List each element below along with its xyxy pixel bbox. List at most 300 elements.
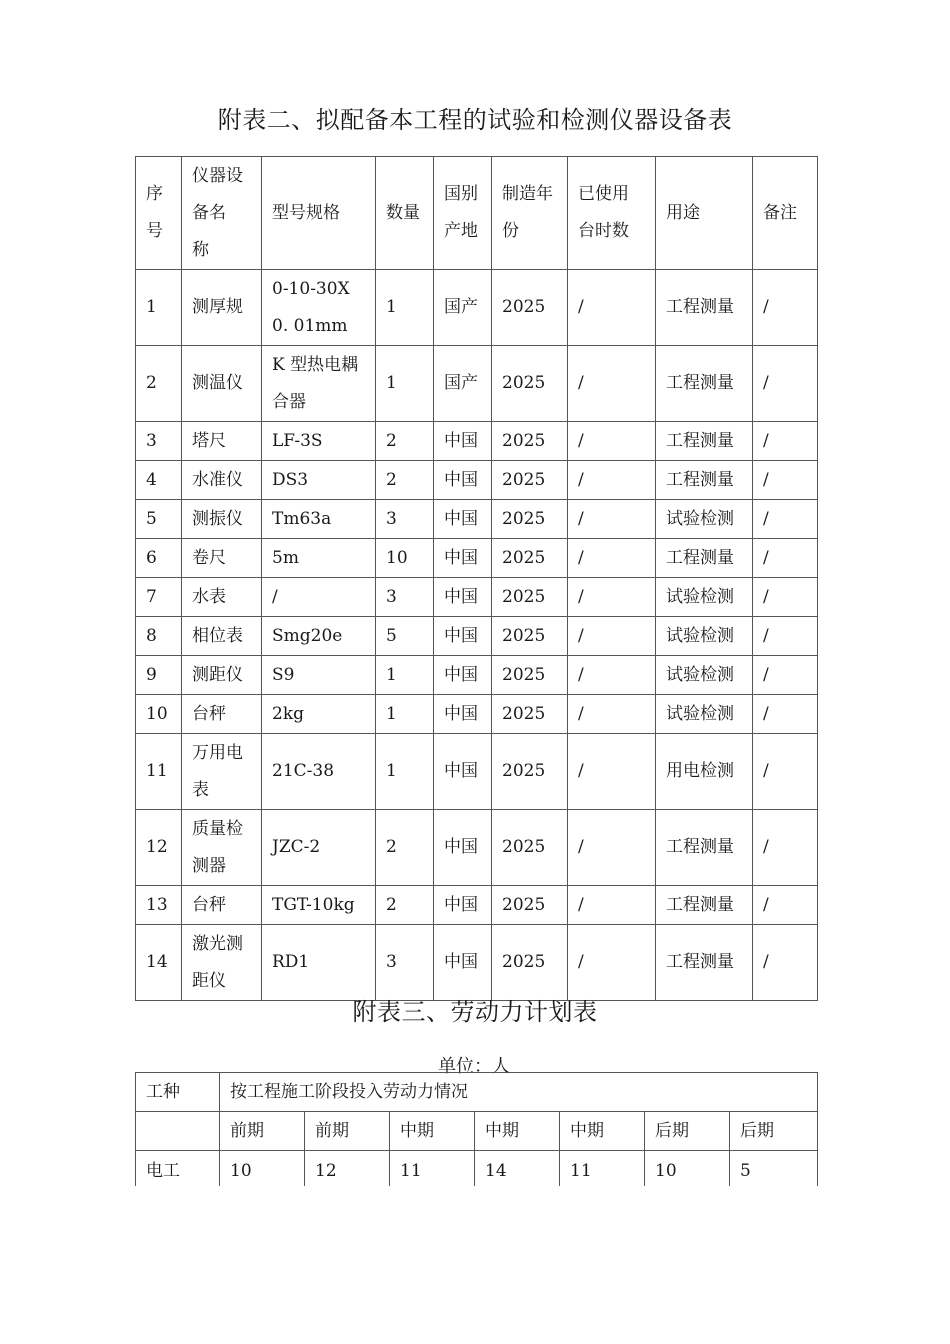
header-index-text: 号 xyxy=(146,221,163,241)
header-year xyxy=(492,157,568,270)
cell-year xyxy=(492,925,568,1001)
cell-hours-text: / xyxy=(578,586,584,607)
cell-qty-text: 2 xyxy=(386,469,397,490)
cell-year-text: 2025 xyxy=(502,894,546,915)
cell-index-text: 12 xyxy=(146,837,168,857)
cell-hours xyxy=(568,810,656,886)
header-use xyxy=(656,157,753,270)
cell-model-text: 2kg xyxy=(272,703,304,724)
cell-qty xyxy=(376,695,434,734)
phase-header xyxy=(220,1112,305,1151)
cell-index xyxy=(136,886,182,925)
cell-origin-text: 国产 xyxy=(444,373,478,393)
cell-name-text: 塔尺 xyxy=(192,430,226,451)
cell-model-text: DS3 xyxy=(272,469,309,490)
cell-use-text: 试验检测 xyxy=(666,664,734,685)
cell-use xyxy=(656,617,753,656)
header-stage-span xyxy=(220,1073,818,1112)
cell-origin-text: 中国 xyxy=(444,894,478,915)
cell-note xyxy=(753,810,818,886)
cell-model-text: RD1 xyxy=(272,952,310,972)
cell-model xyxy=(262,422,376,461)
cell-year xyxy=(492,578,568,617)
cell-count-text: 12 xyxy=(315,1161,337,1181)
cell-model xyxy=(262,270,376,346)
cell-name-text: 卷尺 xyxy=(192,547,226,568)
cell-model xyxy=(262,500,376,539)
cell-index-text: 10 xyxy=(146,703,168,724)
cell-name-text: 万用电 xyxy=(192,742,243,763)
cell-qty xyxy=(376,346,434,422)
cell-year xyxy=(492,539,568,578)
cell-hours-text: / xyxy=(578,625,584,646)
cell-origin-text: 中国 xyxy=(444,586,478,607)
phase-header xyxy=(560,1112,645,1151)
header-model-text: 型号规格 xyxy=(272,202,340,223)
header-year-text: 份 xyxy=(502,221,519,241)
cell-name xyxy=(182,656,262,695)
cell-hours-text: / xyxy=(578,894,584,915)
cell-qty-text: 10 xyxy=(386,547,408,568)
cell-use xyxy=(656,539,753,578)
cell-model xyxy=(262,734,376,810)
cell-name-text: 测温仪 xyxy=(192,373,243,393)
cell-note-text: / xyxy=(763,894,769,915)
cell-origin xyxy=(434,500,492,539)
cell-origin xyxy=(434,925,492,1001)
phase-header xyxy=(730,1112,818,1151)
cell-name-text: 相位表 xyxy=(192,625,243,646)
cell-origin-text: 中国 xyxy=(444,703,478,724)
header-trade-text: 工种 xyxy=(146,1082,180,1102)
cell-index-text: 7 xyxy=(146,586,157,607)
cell-year xyxy=(492,734,568,810)
cell-origin xyxy=(434,886,492,925)
cell-use-text: 工程测量 xyxy=(666,430,734,451)
cell-hours xyxy=(568,925,656,1001)
cell-name-text: 测振仪 xyxy=(192,508,243,529)
cell-use xyxy=(656,500,753,539)
cell-qty xyxy=(376,578,434,617)
cell-use-text: 试验检测 xyxy=(666,508,734,529)
cell-model xyxy=(262,461,376,500)
cell-index xyxy=(136,656,182,695)
cell-note xyxy=(753,656,818,695)
cell-note-text: / xyxy=(763,297,769,317)
cell-note-text: / xyxy=(763,586,769,607)
cell-use-text: 试验检测 xyxy=(666,625,734,646)
cell-hours xyxy=(568,617,656,656)
cell-model xyxy=(262,810,376,886)
cell-name xyxy=(182,461,262,500)
cell-use xyxy=(656,695,753,734)
cell-note xyxy=(753,461,818,500)
cell-trade-text: 电工 xyxy=(146,1161,180,1181)
cell-year-text: 2025 xyxy=(502,297,546,317)
cell-name xyxy=(182,925,262,1001)
table-row xyxy=(136,810,818,886)
cell-hours xyxy=(568,346,656,422)
header-name-text: 仪器设 xyxy=(192,165,243,186)
cell-use-text: 工程测量 xyxy=(666,837,734,857)
cell-index xyxy=(136,422,182,461)
table-row xyxy=(136,500,818,539)
cell-hours-text: / xyxy=(578,508,584,529)
cell-qty xyxy=(376,734,434,810)
cell-hours xyxy=(568,270,656,346)
cell-qty xyxy=(376,886,434,925)
cell-name xyxy=(182,810,262,886)
cell-origin-text: 中国 xyxy=(444,837,478,857)
cell-year-text: 2025 xyxy=(502,952,546,972)
table-row xyxy=(136,578,818,617)
labor-plan-table xyxy=(135,1072,818,1192)
cell-note xyxy=(753,695,818,734)
cell-count-text: 11 xyxy=(570,1161,592,1181)
cell-year xyxy=(492,695,568,734)
cell-name-text: 测器 xyxy=(192,855,226,876)
cell-year xyxy=(492,500,568,539)
cell-model-text: JZC-2 xyxy=(272,837,321,857)
cell-qty xyxy=(376,461,434,500)
cell-model-text: S9 xyxy=(272,664,295,685)
cell-hours xyxy=(568,886,656,925)
cell-note xyxy=(753,270,818,346)
table-row xyxy=(136,422,818,461)
cell-origin-text: 中国 xyxy=(444,547,478,568)
cell-use-text: 工程测量 xyxy=(666,297,734,317)
cell-qty xyxy=(376,270,434,346)
cell-origin xyxy=(434,539,492,578)
equipment-table xyxy=(135,156,818,1001)
cell-note xyxy=(753,346,818,422)
phase-header xyxy=(475,1112,560,1151)
cell-hours xyxy=(568,734,656,810)
cell-index xyxy=(136,346,182,422)
cell-name xyxy=(182,346,262,422)
cell-note-text: / xyxy=(763,837,769,857)
cell-note xyxy=(753,578,818,617)
cell-model xyxy=(262,656,376,695)
cell-qty-text: 1 xyxy=(386,761,397,781)
cell-index xyxy=(136,734,182,810)
cell-index-text: 5 xyxy=(146,508,157,529)
cell-origin-text: 国产 xyxy=(444,297,478,317)
cell-note-text: / xyxy=(763,625,769,646)
table-row xyxy=(136,695,818,734)
cell-use xyxy=(656,886,753,925)
cell-qty xyxy=(376,539,434,578)
header-use-text: 用途 xyxy=(666,202,700,223)
cell-year-text: 2025 xyxy=(502,547,546,568)
cell-use xyxy=(656,270,753,346)
header-hours-text: 已使用 xyxy=(578,184,629,204)
cell-year xyxy=(492,886,568,925)
cell-use-text: 试验检测 xyxy=(666,586,734,607)
header-year-text: 制造年 xyxy=(502,184,553,204)
cell-qty-text: 3 xyxy=(386,508,397,529)
header-index xyxy=(136,157,182,270)
cell-hours xyxy=(568,500,656,539)
cell-hours-text: / xyxy=(578,952,584,972)
cell-model xyxy=(262,539,376,578)
cell-model-text: 5m xyxy=(272,547,299,568)
cell-use-text: 工程测量 xyxy=(666,894,734,915)
cell-year-text: 2025 xyxy=(502,430,546,451)
cell-model-text: TGT-10kg xyxy=(272,894,355,915)
cell-note-text: / xyxy=(763,761,769,781)
equipment-header-row xyxy=(136,157,818,270)
cell-note xyxy=(753,422,818,461)
page-bottom-margin xyxy=(0,1186,950,1344)
table-row xyxy=(136,539,818,578)
cell-name xyxy=(182,734,262,810)
cell-hours-text: / xyxy=(578,837,584,857)
cell-qty-text: 5 xyxy=(386,625,397,646)
cell-origin-text: 中国 xyxy=(444,508,478,529)
cell-note-text: / xyxy=(763,664,769,685)
cell-index xyxy=(136,617,182,656)
phase-header-text: 前期 xyxy=(315,1121,349,1141)
cell-index xyxy=(136,270,182,346)
cell-origin-text: 中国 xyxy=(444,430,478,451)
cell-use-text: 用电检测 xyxy=(666,761,734,781)
phase-header-text: 后期 xyxy=(740,1121,774,1141)
header-hours-text: 台时数 xyxy=(578,221,629,241)
header-origin-text: 产地 xyxy=(444,221,478,241)
cell-count-text: 10 xyxy=(655,1161,677,1181)
cell-note-text: / xyxy=(763,508,769,529)
cell-index-text: 11 xyxy=(146,761,168,781)
cell-name-text: 距仪 xyxy=(192,970,226,991)
cell-origin xyxy=(434,656,492,695)
cell-hours-text: / xyxy=(578,664,584,685)
cell-note xyxy=(753,539,818,578)
cell-count-text: 14 xyxy=(485,1161,507,1181)
cell-name xyxy=(182,578,262,617)
cell-name xyxy=(182,270,262,346)
cell-hours-text: / xyxy=(578,373,584,393)
labor-phase-row xyxy=(136,1112,818,1151)
table-row xyxy=(136,617,818,656)
phase-header-text: 中期 xyxy=(485,1121,519,1141)
cell-index xyxy=(136,810,182,886)
cell-model xyxy=(262,346,376,422)
cell-note xyxy=(753,500,818,539)
header-model xyxy=(262,157,376,270)
cell-index xyxy=(136,461,182,500)
cell-year-text: 2025 xyxy=(502,469,546,490)
cell-use xyxy=(656,461,753,500)
cell-qty xyxy=(376,656,434,695)
cell-note-text: / xyxy=(763,547,769,568)
cell-use xyxy=(656,656,753,695)
cell-model-text: LF-3S xyxy=(272,430,323,451)
cell-qty xyxy=(376,925,434,1001)
phase-header-text: 后期 xyxy=(655,1121,689,1141)
cell-index-text: 4 xyxy=(146,469,157,490)
cell-model-text: 21C-38 xyxy=(272,761,335,781)
cell-origin-text: 中国 xyxy=(444,952,478,972)
cell-index xyxy=(136,695,182,734)
cell-origin xyxy=(434,734,492,810)
cell-note-text: / xyxy=(763,469,769,490)
cell-use xyxy=(656,578,753,617)
cell-note-text: / xyxy=(763,952,769,972)
cell-hours-text: / xyxy=(578,703,584,724)
empty-cell xyxy=(136,1112,220,1151)
cell-qty xyxy=(376,810,434,886)
cell-model xyxy=(262,925,376,1001)
header-qty-text: 数量 xyxy=(386,202,420,223)
cell-use-text: 工程测量 xyxy=(666,952,734,972)
cell-model xyxy=(262,695,376,734)
cell-qty xyxy=(376,500,434,539)
cell-name-text: 水准仪 xyxy=(192,469,243,490)
cell-hours-text: / xyxy=(578,761,584,781)
cell-qty-text: 1 xyxy=(386,373,397,393)
cell-index-text: 6 xyxy=(146,547,157,568)
cell-qty xyxy=(376,422,434,461)
cell-note xyxy=(753,886,818,925)
cell-name-text: 质量检 xyxy=(192,818,243,839)
cell-year xyxy=(492,656,568,695)
cell-name-text: 激光测 xyxy=(192,933,243,954)
cell-hours xyxy=(568,422,656,461)
cell-qty-text: 1 xyxy=(386,664,397,685)
labor-header-row xyxy=(136,1073,818,1112)
cell-model xyxy=(262,578,376,617)
cell-count-text: 5 xyxy=(740,1161,751,1181)
cell-origin xyxy=(434,422,492,461)
cell-year-text: 2025 xyxy=(502,508,546,529)
cell-note-text: / xyxy=(763,430,769,451)
cell-origin-text: 中国 xyxy=(444,664,478,685)
cell-year-text: 2025 xyxy=(502,373,546,393)
cell-index xyxy=(136,539,182,578)
cell-index-text: 2 xyxy=(146,373,157,393)
cell-index-text: 3 xyxy=(146,430,157,451)
cell-name xyxy=(182,500,262,539)
cell-origin xyxy=(434,461,492,500)
cell-use-text: 工程测量 xyxy=(666,469,734,490)
header-note xyxy=(753,157,818,270)
cell-qty-text: 3 xyxy=(386,586,397,607)
cell-note xyxy=(753,617,818,656)
header-origin xyxy=(434,157,492,270)
table-row xyxy=(136,734,818,810)
cell-use xyxy=(656,346,753,422)
cell-note xyxy=(753,734,818,810)
cell-qty-text: 2 xyxy=(386,430,397,451)
cell-name xyxy=(182,422,262,461)
cell-name xyxy=(182,617,262,656)
cell-qty-text: 1 xyxy=(386,297,397,317)
cell-index-text: 13 xyxy=(146,894,168,915)
cell-hours xyxy=(568,539,656,578)
cell-name-text: 测距仪 xyxy=(192,664,243,685)
cell-use xyxy=(656,734,753,810)
cell-year xyxy=(492,270,568,346)
labor-table-title: 附表三、劳动力计划表 xyxy=(352,998,598,1026)
cell-model-text: 0. 01mm xyxy=(272,315,348,336)
cell-use xyxy=(656,810,753,886)
cell-index xyxy=(136,925,182,1001)
cell-year xyxy=(492,346,568,422)
header-origin-text: 国别 xyxy=(444,184,478,204)
cell-note-text: / xyxy=(763,373,769,393)
cell-year xyxy=(492,461,568,500)
cell-model-text: Smg20e xyxy=(272,625,343,646)
phase-header-text: 中期 xyxy=(570,1121,604,1141)
phase-header-text: 前期 xyxy=(230,1121,264,1141)
phase-header xyxy=(305,1112,390,1151)
cell-origin xyxy=(434,270,492,346)
cell-use xyxy=(656,925,753,1001)
cell-qty-text: 1 xyxy=(386,703,397,724)
cell-year-text: 2025 xyxy=(502,761,546,781)
cell-hours-text: / xyxy=(578,297,584,317)
cell-origin xyxy=(434,578,492,617)
cell-use xyxy=(656,422,753,461)
cell-model-text: / xyxy=(272,586,278,607)
cell-year-text: 2025 xyxy=(502,703,546,724)
cell-qty xyxy=(376,617,434,656)
header-stage-span-text: 按工程施工阶段投入劳动力情况 xyxy=(230,1082,468,1102)
header-note-text: 备注 xyxy=(763,202,797,223)
cell-year-text: 2025 xyxy=(502,664,546,685)
cell-name-text: 台秤 xyxy=(192,703,226,724)
cell-name-text: 台秤 xyxy=(192,894,226,915)
cell-year-text: 2025 xyxy=(502,837,546,857)
cell-origin xyxy=(434,810,492,886)
cell-year xyxy=(492,810,568,886)
header-qty xyxy=(376,157,434,270)
cell-use-text: 工程测量 xyxy=(666,373,734,393)
table-row xyxy=(136,886,818,925)
cell-hours-text: / xyxy=(578,430,584,451)
cell-origin xyxy=(434,346,492,422)
cell-count-text: 11 xyxy=(400,1161,422,1181)
table-row xyxy=(136,346,818,422)
equipment-table-title: 附表二、拟配备本工程的试验和检测仪器设备表 xyxy=(217,106,733,134)
cell-origin xyxy=(434,695,492,734)
cell-index xyxy=(136,578,182,617)
header-name-text: 备名 xyxy=(192,202,226,223)
cell-year xyxy=(492,617,568,656)
header-hours xyxy=(568,157,656,270)
cell-year-text: 2025 xyxy=(502,586,546,607)
cell-note xyxy=(753,925,818,1001)
cell-index xyxy=(136,500,182,539)
table-row xyxy=(136,270,818,346)
cell-qty-text: 2 xyxy=(386,837,397,857)
cell-origin-text: 中国 xyxy=(444,469,478,490)
unit-label: 单位：人 xyxy=(438,1056,510,1077)
cell-index-text: 14 xyxy=(146,952,168,972)
header-name xyxy=(182,157,262,270)
cell-model xyxy=(262,886,376,925)
header-trade xyxy=(136,1073,220,1112)
header-name-text: 称 xyxy=(192,239,209,260)
cell-model-text: K 型热电耦 xyxy=(272,354,359,375)
phase-header-text: 中期 xyxy=(400,1121,434,1141)
cell-model xyxy=(262,617,376,656)
cell-hours xyxy=(568,695,656,734)
cell-index-text: 8 xyxy=(146,625,157,646)
cell-hours-text: / xyxy=(578,547,584,568)
cell-origin-text: 中国 xyxy=(444,625,478,646)
